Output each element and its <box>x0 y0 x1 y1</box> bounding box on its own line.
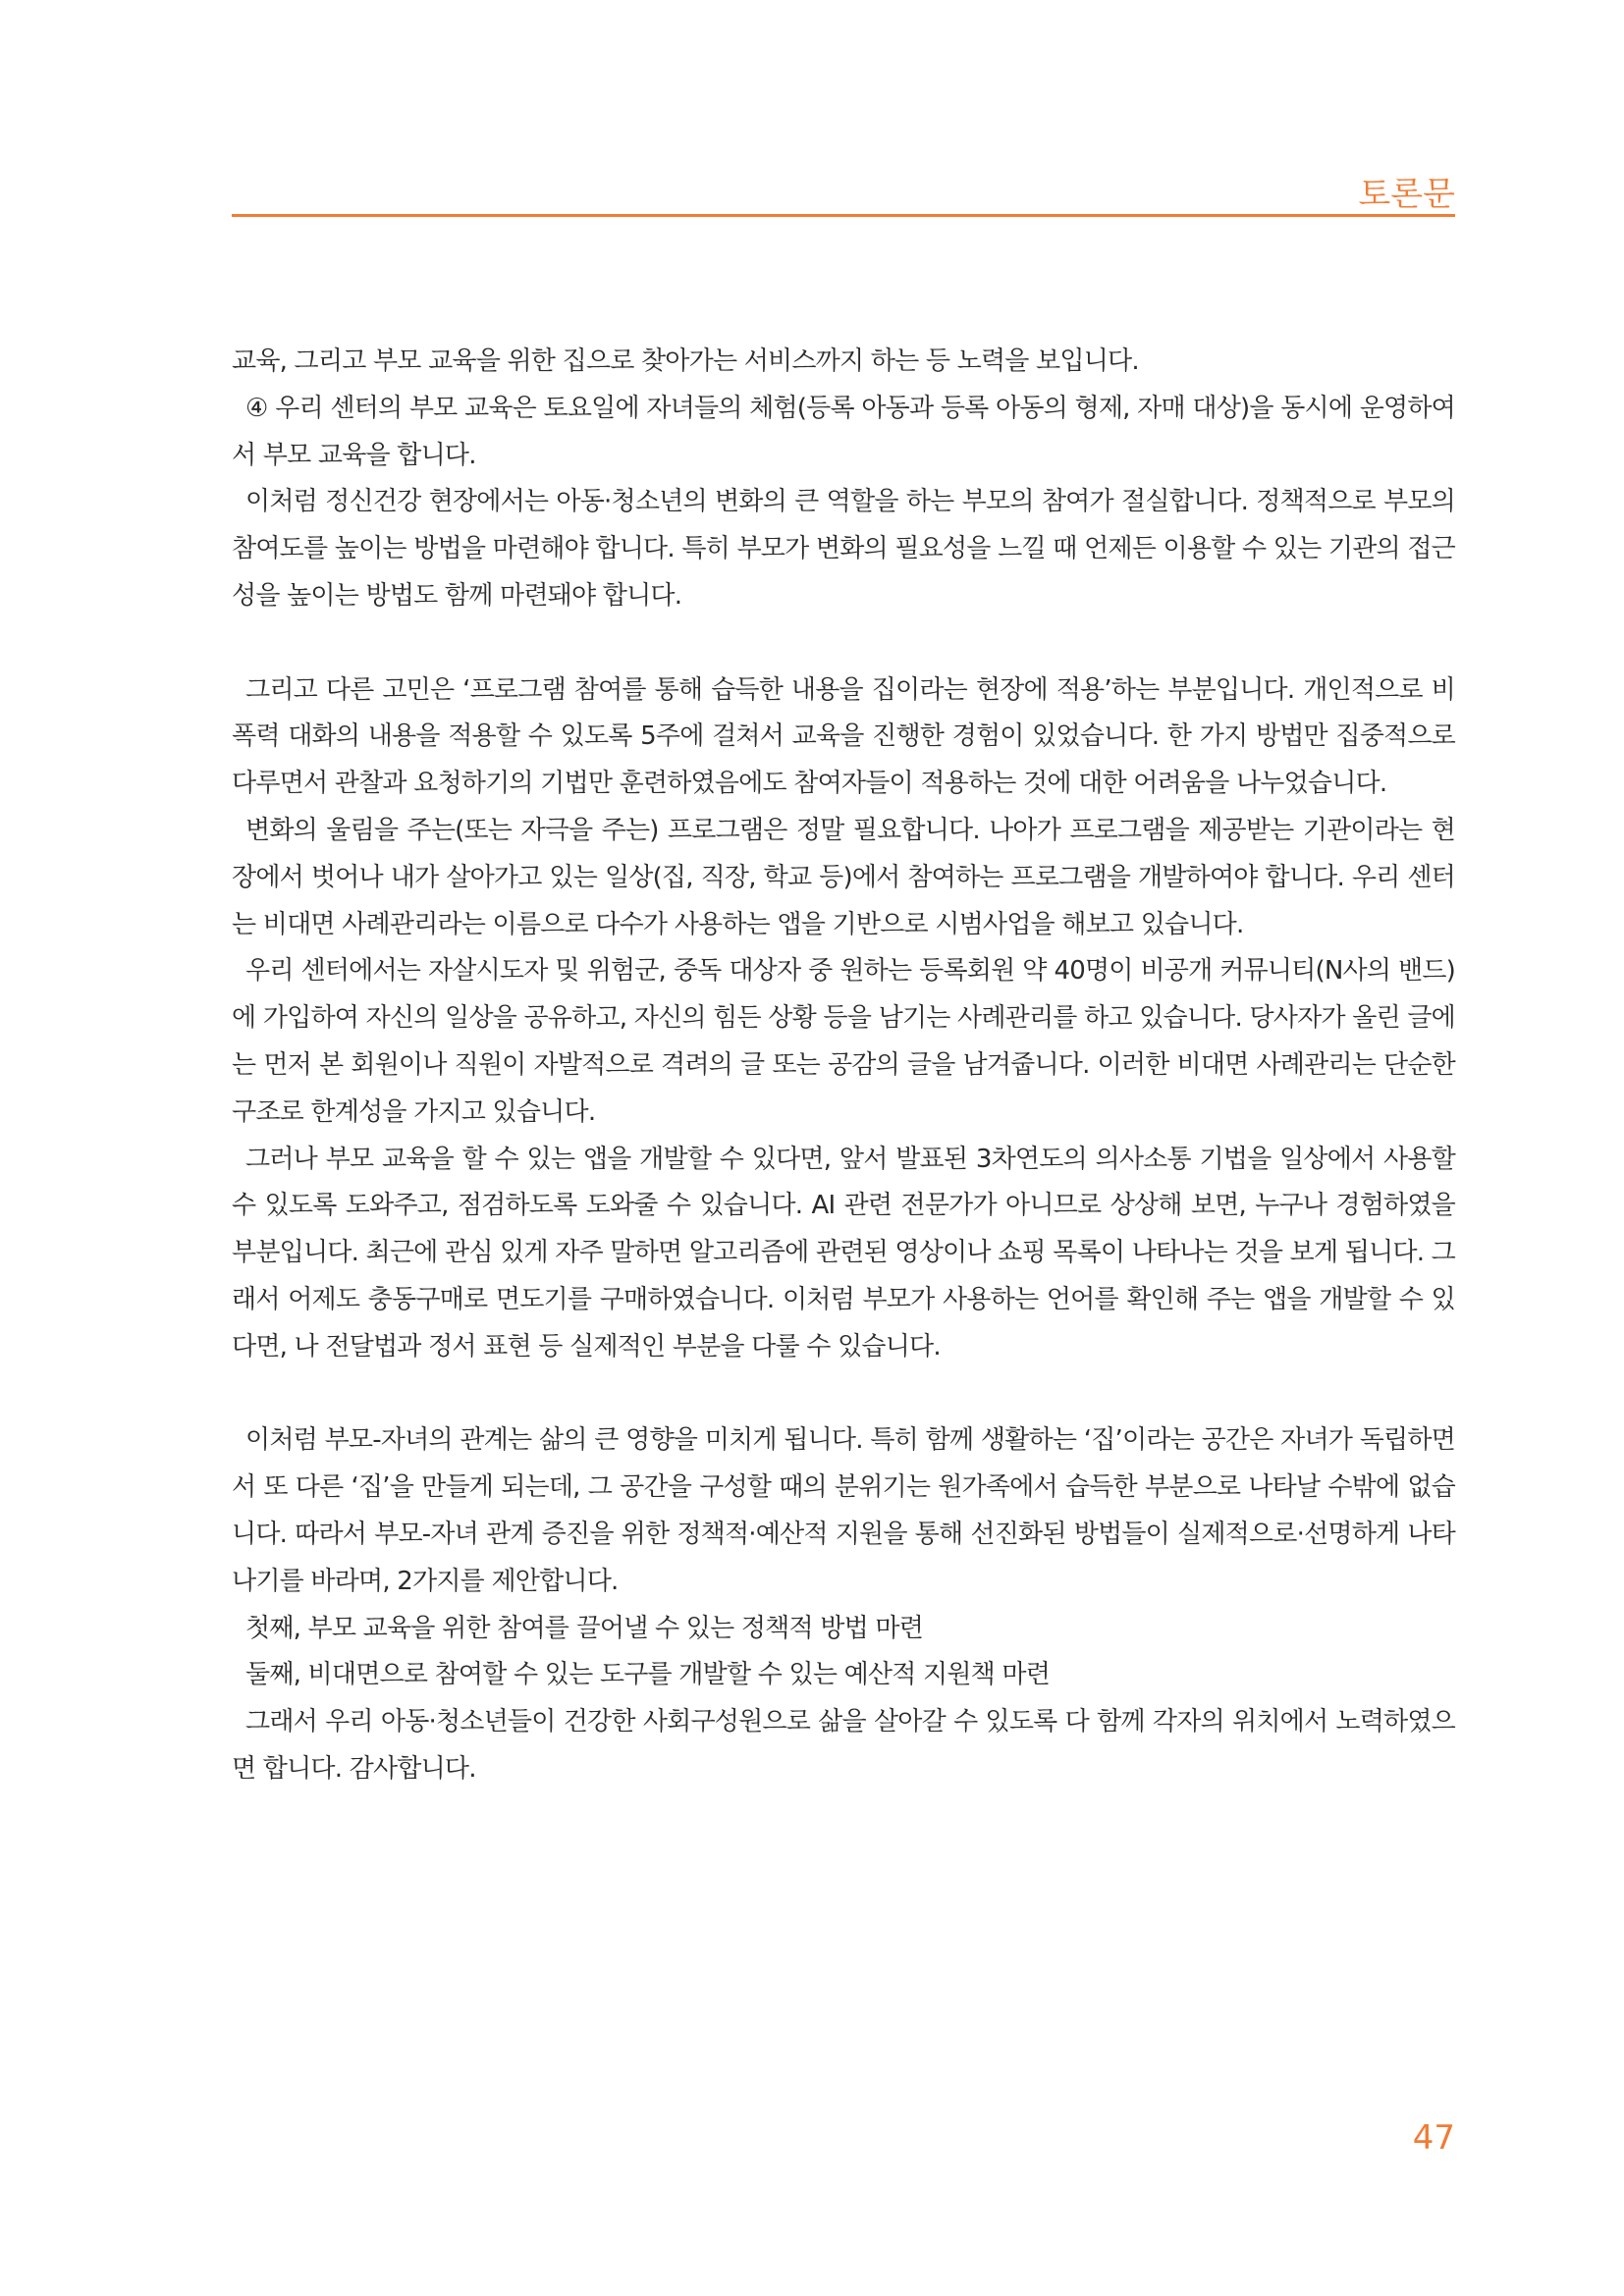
paragraph: 교육, 그리고 부모 교육을 위한 집으로 찾아가는 서비스까지 하는 등 노력을 보입니다. <box>232 347 1139 376</box>
paragraph: 그러나 부모 교육을 할 수 있는 앱을 개발할 수 있다면, 앞서 발표된 3차연도의 의사소통 기법을 일상에서 사용할 수 있도록 도와주고, 점검하도록 도와줄 수 있습니다. AI 관련 전문가가 아니므로 상상해 보면, 누구나 경험하였을 부분입니다. 최근에 관심 있게 자주 말하면 알고리즘에 관련된 영상이나 쇼핑 목록이 나타나는 것을 보게 됩니다. 그래서 어제도 충동구매로 면도기를 구매하였습니다. 이처럼 부모가 사용하는 언어를 확인해 주는 앱을 개발할 수 있다면, 나 전달법과 정서 표현 등 실제적인 부분을 다룰 수 있습니다. <box>232 1144 1455 1362</box>
body-text <box>232 339 1455 1793</box>
proposal-item: 둘째, 비대면으로 참여할 수 있는 도구를 개발할 수 있는 예산적 지원책 마련 <box>245 1660 1051 1690</box>
paragraph-spacer <box>232 1371 1455 1418</box>
paragraph: 이처럼 부모-자녀의 관계는 삶의 큰 영향을 미치게 됩니다. 특히 함께 생활하는 ‘집’이라는 공간은 자녀가 독립하면서 또 다른 ‘집’을 만들게 되는데, 그 공간을 구성할 때의 분위기는 원가족에서 습득한 부분으로 나타날 수밖에 없습니다. 따라서 부모-자녀 관계 증진을 위한 정책적·예산적 지원을 통해 선진화된 방법들이 실제적으로·선명하게 나타나기를 바라며, 2가지를 제안합니다. <box>232 1425 1455 1596</box>
paragraph: 변화의 울림을 주는(또는 자극을 주는) 프로그램은 정말 필요합니다. 나아가 프로그램을 제공받는 기관이라는 현장에서 벗어나 내가 살아가고 있는 일상(집, 직장, 학교 등)에서 참여하는 프로그램을 개발하여야 합니다. 우리 센터는 비대면 사례관리라는 이름으로 다수가 사용하는 앱을 기반으로 시범사업을 해보고 있습니다. <box>232 815 1455 939</box>
section-header-label: 토론문 <box>1358 175 1455 214</box>
paragraph: 우리 센터에서는 자살시도자 및 위험군, 중독 대상자 중 원하는 등록회원 약 40명이 비공개 커뮤니티(N사의 밴드)에 가입하여 자신의 일상을 공유하고, 자신의 힘든 상황 등을 남기는 사례관리를 하고 있습니다. 당사자가 올린 글에는 먼저 본 회원이나 직원이 자발적으로 격려의 글 또는 공감의 글을 남겨줍니다. 이러한 비대면 사례관리는 단순한 구조로 한계성을 가지고 있습니다. <box>232 956 1455 1127</box>
proposal-item: 첫째, 부모 교육을 위한 참여를 끌어낼 수 있는 정책적 방법 마련 <box>245 1613 924 1643</box>
paragraph: ④ 우리 센터의 부모 교육은 토요일에 자녀들의 체험(등록 아동과 등록 아동의 형제, 자매 대상)을 동시에 운영하여서 부모 교육을 합니다. <box>232 393 1455 470</box>
header-divider <box>232 214 1455 217</box>
paragraph-spacer <box>232 620 1455 667</box>
paragraph: 그래서 우리 아동·청소년들이 건강한 사회구성원으로 삶을 살아갈 수 있도록 다 함께 각자의 위치에서 노력하였으면 합니다. 감사합니다. <box>232 1707 1455 1784</box>
page-number: 47 <box>1412 2118 1455 2158</box>
paragraph: 그리고 다른 고민은 ‘프로그램 참여를 통해 습득한 내용을 집이라는 현장에 적용’하는 부분입니다. 개인적으로 비폭력 대화의 내용을 적용할 수 있도록 5주에 걸쳐서 교육을 진행한 경험이 있었습니다. 한 가지 방법만 집중적으로 다루면서 관찰과 요청하기의 기법만 훈련하였음에도 참여자들이 적용하는 것에 대한 어려움을 나누었습니다. <box>232 674 1455 799</box>
paragraph: 이처럼 정신건강 현장에서는 아동·청소년의 변화의 큰 역할을 하는 부모의 참여가 절실합니다. 정책적으로 부모의 참여도를 높이는 방법을 마련해야 합니다. 특히 부모가 변화의 필요성을 느낄 때 언제든 이용할 수 있는 기관의 접근성을 높이는 방법도 함께 마련돼야 합니다. <box>232 487 1455 611</box>
